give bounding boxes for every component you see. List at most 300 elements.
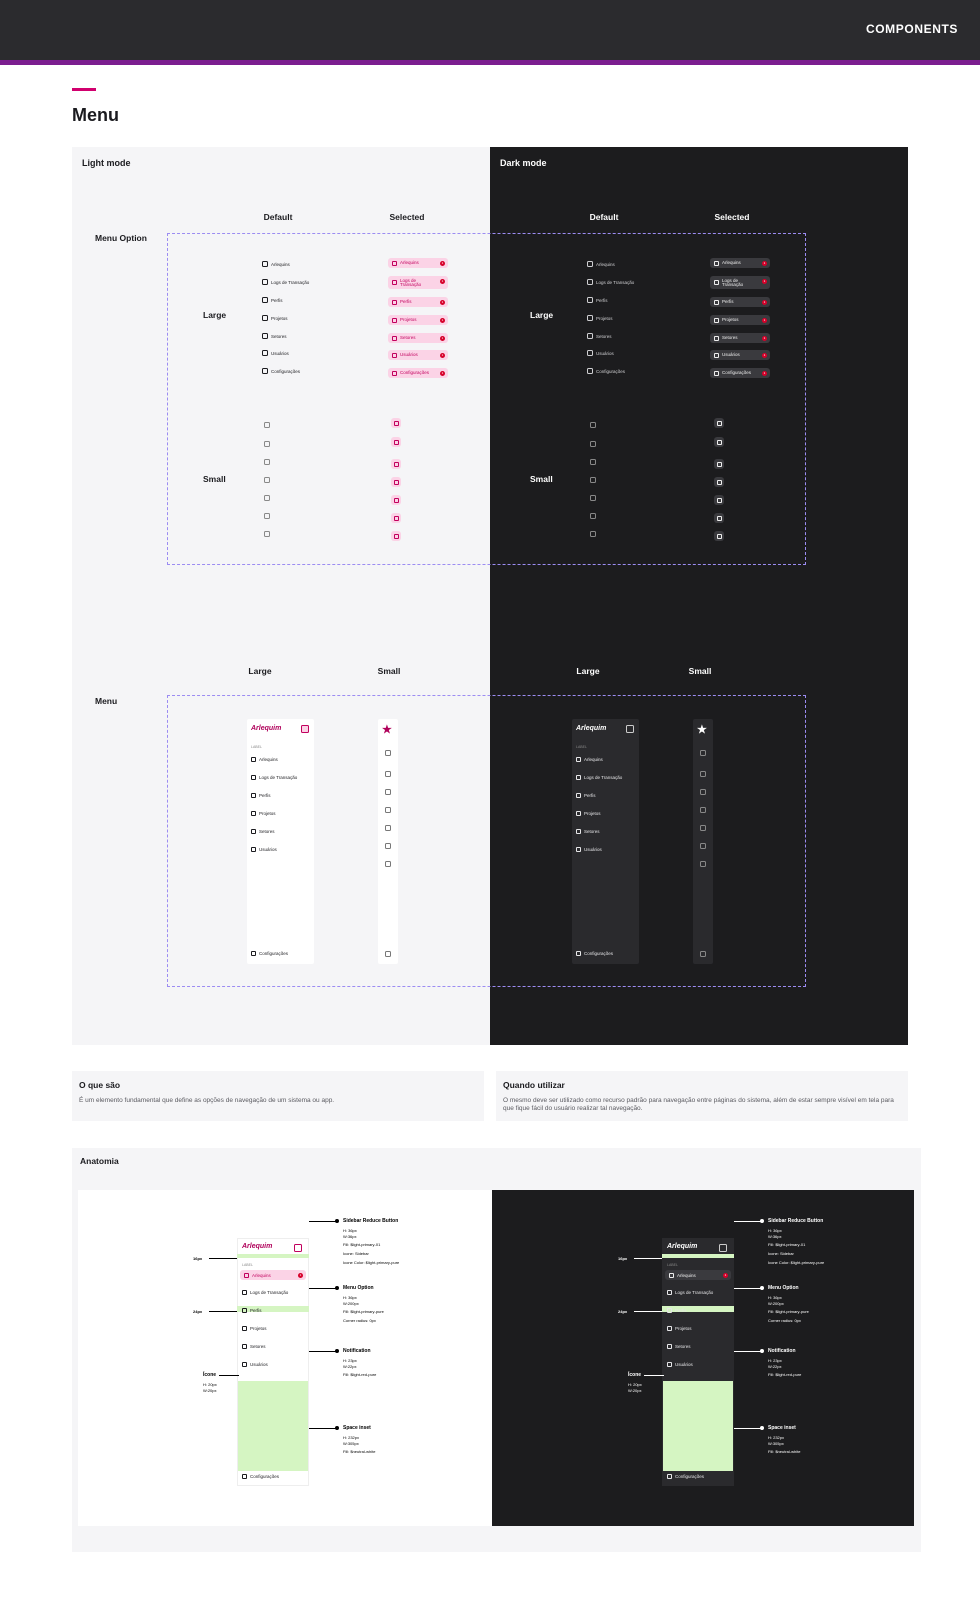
menu-option-small-default-icon[interactable] — [590, 513, 596, 519]
spacing-24-line — [634, 1311, 662, 1312]
sidebar-item-icon[interactable] — [700, 807, 706, 813]
notification-badge: 1 — [441, 260, 444, 265]
spacing-24-line — [209, 1311, 237, 1312]
icone-line — [219, 1375, 239, 1376]
sidebar-item-label: Logs de Transação — [259, 775, 298, 780]
notification-badge: 1 — [441, 335, 444, 340]
spacing-16-line — [634, 1258, 662, 1259]
menu-item-icon — [717, 440, 722, 445]
menu-option-small-selected[interactable] — [391, 513, 401, 523]
sidebar-item-icon[interactable] — [700, 789, 706, 795]
sidebar-item-icon[interactable] — [385, 825, 391, 831]
space-inset-highlight — [663, 1381, 733, 1471]
sidebar-footer-item[interactable] — [576, 951, 613, 956]
menu-option-selected-light[interactable] — [388, 297, 448, 307]
menu-option-small-selected[interactable] — [714, 495, 724, 505]
col-default-dark: Default — [589, 212, 619, 222]
menu-item-icon — [392, 318, 397, 323]
menu-item-icon — [717, 534, 722, 539]
sidebar-item[interactable] — [251, 847, 277, 852]
menu-option-label: Perfis — [400, 299, 412, 304]
menu-item-icon — [242, 1326, 247, 1331]
menu-option-spec: Corner radius: 0px — [768, 1318, 801, 1323]
menu-option-label: Configurações — [722, 370, 752, 375]
menu-item-icon — [242, 1362, 247, 1367]
menu-item-icon — [392, 261, 397, 266]
sidebar-item[interactable] — [576, 847, 602, 852]
menu-item-icon — [714, 300, 719, 305]
sidebar-item[interactable] — [667, 1326, 692, 1331]
menu-item-icon — [714, 353, 719, 358]
notification-badge: 1 — [763, 278, 766, 283]
menu-option-label: Projetos — [271, 315, 288, 321]
menu-option-selected-dark[interactable] — [710, 315, 770, 325]
menu-option-default-light[interactable] — [262, 315, 288, 321]
sidebar-item-label: Setores — [584, 829, 600, 834]
sidebar-logo: Arlequim — [667, 1243, 698, 1250]
anatomy-title: Anatomia — [80, 1156, 119, 1166]
sidebar-item[interactable] — [242, 1362, 268, 1367]
sidebar-reduce-title: Sidebar Reduce Button — [343, 1218, 399, 1224]
menu-item-icon — [242, 1344, 247, 1349]
menu-item-icon — [262, 261, 268, 267]
notification-line — [309, 1351, 337, 1352]
gear-icon[interactable] — [385, 951, 391, 957]
notification-spec: H: 23px W:22px — [768, 1358, 782, 1369]
sidebar-item-label: Perfis — [675, 1308, 687, 1313]
menu-option-label: Usuários — [722, 352, 740, 357]
menu-option-label: Arlequins — [677, 1272, 696, 1278]
sidebar-item[interactable] — [251, 757, 278, 762]
sidebar-section-label: LABEL — [576, 745, 587, 749]
space-inset-spec: Fill: $neutral-white — [768, 1449, 801, 1454]
menu-option-default-light[interactable] — [262, 279, 309, 285]
sidebar-item[interactable] — [667, 1362, 693, 1367]
menu-option-selected-light[interactable] — [388, 368, 448, 378]
sidebar-item-label: Usuários — [584, 847, 602, 852]
menu-item-icon — [714, 318, 719, 323]
menu-option-selected-dark[interactable] — [710, 258, 770, 268]
sidebar-item[interactable] — [667, 1344, 691, 1349]
menu-option-label: Perfis — [271, 297, 283, 303]
menu-option-default-dark[interactable] — [587, 261, 615, 267]
sidebar-section-label: LABEL — [251, 745, 262, 749]
menu-option[interactable] — [665, 1270, 731, 1280]
menu-option-title: Menu Option — [343, 1285, 374, 1291]
sidebar-item[interactable] — [251, 829, 275, 834]
menu-item-icon — [667, 1290, 672, 1295]
menu-item-icon — [392, 300, 397, 305]
menu-option-small-default-icon[interactable] — [264, 441, 270, 447]
sidebar-item-label: Projetos — [675, 1326, 692, 1331]
sidebar-item-label: Usuários — [250, 1362, 268, 1367]
spacing-24-label: 24px — [193, 1309, 203, 1314]
menu-item-icon — [714, 336, 719, 341]
menu-option-default-dark[interactable] — [587, 368, 625, 374]
sidebar-footer-item[interactable] — [251, 951, 288, 956]
sidebar-footer-item[interactable] — [667, 1474, 704, 1479]
spacing-16-label: 16px — [193, 1256, 203, 1261]
sidebar-reduce-spec: Icone: Sidebar — [343, 1251, 369, 1256]
notification-badge: 1 — [763, 299, 766, 304]
sidebar-item-icon[interactable] — [385, 861, 391, 867]
menu-option-small-default-icon[interactable] — [264, 495, 270, 501]
menu-option-small-default-icon[interactable] — [590, 495, 596, 501]
menu-option-label: Logs de Transação — [596, 279, 635, 285]
menu-item-icon — [394, 480, 399, 485]
spacing-16-highlight — [662, 1254, 734, 1258]
space-inset-spec: H: 232px W:305px — [768, 1435, 785, 1446]
sidebar-item-label: Logs de Transação — [675, 1290, 714, 1295]
sidebar-item-label: Setores — [259, 829, 275, 834]
sidebar-item[interactable] — [242, 1344, 266, 1349]
space-inset-highlight — [238, 1381, 308, 1471]
menu-option-selected-dark[interactable] — [710, 276, 770, 289]
logo-icon: ★ — [697, 724, 707, 736]
gear-icon[interactable] — [700, 951, 706, 957]
sidebar-reduce-title: Sidebar Reduce Button — [768, 1218, 824, 1224]
menu-item-icon — [667, 1344, 672, 1349]
icone-dims: H: 20px W:20px — [203, 1382, 217, 1393]
menu-item-icon — [394, 462, 399, 467]
sidebar-item-label: Setores — [675, 1344, 691, 1349]
menu-option-small-default-icon[interactable] — [590, 459, 596, 465]
menu-item-icon — [669, 1273, 674, 1278]
space-inset-title: Space inset — [343, 1425, 371, 1431]
title-accent-line — [72, 88, 96, 91]
col-selected-light: Selected — [389, 212, 425, 222]
sidebar-item[interactable] — [576, 757, 603, 762]
menu-option-line — [309, 1288, 337, 1289]
spacing-24-label: 24px — [618, 1309, 628, 1314]
menu-item-icon — [262, 297, 268, 303]
gear-icon — [576, 951, 581, 956]
menu-option-selected-light[interactable] — [388, 276, 448, 289]
notification-badge: 1 — [441, 317, 444, 322]
spacing-16-highlight — [237, 1254, 309, 1258]
menu-option-label: Projetos — [400, 317, 417, 322]
menu-option-small-selected[interactable] — [391, 459, 401, 469]
menu-item-icon — [251, 757, 256, 762]
menu-item-icon — [667, 1326, 672, 1331]
menu-option-default-light[interactable] — [262, 261, 290, 267]
menu-option-small-selected[interactable] — [714, 531, 724, 541]
menu-option-spec: H: 36px W:200px — [768, 1295, 784, 1306]
menu-option-default-dark[interactable] — [587, 333, 612, 339]
col-small-light: Small — [377, 666, 401, 676]
menu-item-icon — [587, 297, 593, 303]
sidebar-item-label: Perfis — [259, 793, 271, 798]
notification-badge: 1 — [763, 352, 766, 357]
spacing-16-label: 16px — [618, 1256, 628, 1261]
menu-item-icon — [587, 279, 593, 285]
menu-option-label: Arlequins — [252, 1272, 271, 1278]
menu-option-default-light[interactable] — [262, 368, 300, 374]
menu-option-label: Setores — [722, 335, 738, 340]
menu-item-icon — [394, 516, 399, 521]
menu-option-label: Setores — [596, 333, 612, 339]
menu-option-selected-dark[interactable] — [710, 333, 770, 343]
sidebar-item-label: Usuários — [259, 847, 277, 852]
sidebar-reduce-button[interactable] — [700, 750, 706, 756]
menu-option-spec: Corner radius: 0px — [343, 1318, 376, 1323]
menu-item-icon — [576, 847, 581, 852]
menu-option-default-dark[interactable] — [587, 297, 608, 303]
sidebar-item-label: Projetos — [259, 811, 276, 816]
sidebar-item[interactable] — [251, 793, 271, 798]
sidebar-item[interactable] — [242, 1308, 262, 1313]
menu-item-icon — [262, 279, 268, 285]
sidebar-item-label: Perfis — [250, 1308, 262, 1313]
menu-option-label: Logs de Transação — [271, 279, 310, 285]
what-title: O que são — [79, 1080, 121, 1090]
menu-item-icon — [251, 811, 256, 816]
menu-item-icon — [717, 516, 722, 521]
sidebar-logo: Arlequim — [242, 1243, 273, 1250]
sidebar-footer-item[interactable] — [242, 1474, 279, 1479]
sidebar-reduce-line — [309, 1221, 337, 1222]
menu-option-label: Configurações — [271, 368, 301, 374]
menu-option-default-light[interactable] — [262, 333, 287, 339]
notification-badge: 1 — [763, 370, 766, 375]
row-small-light: Small — [203, 474, 226, 484]
menu-item-icon — [714, 261, 719, 266]
top-header — [0, 0, 980, 60]
menu-option-small-selected[interactable] — [714, 459, 724, 469]
space-inset-spec: Fill: $neutral-white — [343, 1449, 376, 1454]
menu-option-selected-dark[interactable] — [710, 350, 770, 360]
menu-option-default-light[interactable] — [262, 297, 283, 303]
sidebar-reduce-spec: Fill: $light-primary-01 — [768, 1242, 806, 1247]
menu-option-small-selected[interactable] — [391, 495, 401, 505]
sidebar-item[interactable] — [576, 811, 601, 816]
menu-option-label: Perfis — [722, 299, 734, 304]
sidebar-reduce-line — [734, 1221, 762, 1222]
sidebar-large — [247, 719, 314, 964]
sidebar-item[interactable] — [242, 1326, 267, 1331]
menu-option-small-default-icon[interactable] — [590, 422, 596, 428]
sidebar-item[interactable] — [251, 775, 297, 780]
notification-badge: 1 — [724, 1272, 727, 1277]
menu-option-default-dark[interactable] — [587, 315, 613, 321]
menu-option-spec: Fill: $light-primary-pure — [343, 1309, 384, 1314]
menu-item-icon — [394, 421, 399, 426]
menu-item-icon — [717, 480, 722, 485]
menu-option-label: Setores — [400, 335, 416, 340]
sidebar-logo: Arlequim — [576, 725, 607, 732]
menu-option-small-selected[interactable] — [714, 477, 724, 487]
menu-option-selected-light[interactable] — [388, 350, 448, 360]
menu-option-small-default-icon[interactable] — [590, 441, 596, 447]
sidebar-reduce-button[interactable] — [626, 725, 634, 733]
menu-item-icon — [717, 421, 722, 426]
menu-option-label: Projetos — [596, 315, 613, 321]
sidebar-item[interactable] — [667, 1290, 713, 1295]
menu-option-small-default-icon[interactable] — [264, 513, 270, 519]
menu-item-icon — [392, 353, 397, 358]
menu-option[interactable] — [240, 1270, 306, 1280]
logo-icon: ★ — [382, 724, 392, 736]
menu-item-icon — [262, 315, 268, 321]
light-mode-label: Light mode — [82, 158, 131, 168]
sidebar-item-icon[interactable] — [700, 861, 706, 867]
menu-item-icon — [251, 829, 256, 834]
menu-item-icon — [576, 793, 581, 798]
menu-item-icon — [251, 847, 256, 852]
notification-badge: 1 — [763, 335, 766, 340]
menu-item-icon — [587, 315, 593, 321]
sidebar-item-label: Projetos — [584, 811, 601, 816]
space-inset-title: Space inset — [768, 1425, 796, 1431]
menu-item-icon — [242, 1308, 247, 1313]
menu-option-spec: H: 36px W:200px — [343, 1295, 359, 1306]
sidebar-item-label: Perfis — [584, 793, 596, 798]
sidebar-item-icon[interactable] — [385, 771, 391, 777]
dark-mode-label: Dark mode — [500, 158, 547, 168]
menu-item-icon — [392, 371, 397, 376]
notification-spec: H: 23px W:22px — [343, 1358, 357, 1369]
notification-badge: 1 — [763, 317, 766, 322]
notification-badge: 1 — [763, 260, 766, 265]
sidebar-reduce-spec: Icone Color: $light-primary-pure — [343, 1260, 400, 1265]
what-card — [72, 1071, 484, 1121]
menu-option-small-selected[interactable] — [391, 531, 401, 541]
menu-item-icon — [714, 371, 719, 376]
space-inset-line — [309, 1428, 337, 1429]
menu-item-icon — [392, 336, 397, 341]
menu-option-small-selected[interactable] — [391, 477, 401, 487]
sidebar-item-icon[interactable] — [385, 807, 391, 813]
row-large-dark: Large — [530, 310, 554, 320]
when-title: Quando utilizar — [503, 1080, 565, 1090]
sidebar-item[interactable] — [576, 793, 596, 798]
notification-badge: 1 — [299, 1272, 302, 1277]
menu-option-default-dark[interactable] — [587, 279, 634, 285]
row-small-dark: Small — [530, 474, 553, 484]
sidebar-item[interactable] — [576, 829, 600, 834]
menu-option-small-default-icon[interactable] — [590, 531, 596, 537]
sidebar-logo: Arlequim — [251, 725, 282, 732]
menu-option-line — [734, 1288, 762, 1289]
sidebar-item-label: Logs de Transação — [584, 775, 623, 780]
menu-option-small-default-icon[interactable] — [264, 531, 270, 537]
sidebar-item-icon[interactable] — [700, 843, 706, 849]
header-title: COMPONENTS — [865, 22, 958, 36]
menu-item-icon — [262, 368, 268, 374]
icone-line — [644, 1375, 664, 1376]
sidebar-footer-label: Configurações — [250, 1474, 280, 1479]
menu-option-selected-dark[interactable] — [710, 368, 770, 378]
col-selected-dark: Selected — [714, 212, 750, 222]
menu-option-title: Menu Option — [768, 1285, 799, 1291]
menu-option-small-selected[interactable] — [714, 513, 724, 523]
row-menu: Menu — [95, 696, 118, 706]
menu-option-small-selected[interactable] — [391, 437, 401, 447]
what-text: É um elemento fundamental que define as opções de navegação de um sistema ou app. — [79, 1097, 335, 1104]
sidebar-item-icon[interactable] — [385, 789, 391, 795]
menu-option-small-selected[interactable] — [391, 418, 401, 428]
sidebar-reduce-button[interactable] — [385, 750, 391, 756]
sidebar-item-icon[interactable] — [700, 825, 706, 831]
spacing-16-line — [209, 1258, 237, 1259]
row-menu-option: Menu Option — [95, 233, 147, 243]
menu-item-icon — [262, 333, 268, 339]
menu-option-label: Logs de Transação — [400, 277, 422, 287]
menu-option-small-default-icon[interactable] — [590, 477, 596, 483]
when-text: O mesmo deve ser utilizado como recurso padrão para navegação entre páginas do sistema, além de estar sempre visível em tela para que fique fácil do usuário realizar tal navegação. — [503, 1097, 894, 1112]
notification-badge: 1 — [441, 278, 444, 283]
menu-option-small-default-icon[interactable] — [264, 459, 270, 465]
menu-option-label: Usuários — [400, 352, 418, 357]
menu-item-icon — [587, 333, 593, 339]
menu-option-selected-light[interactable] — [388, 258, 448, 268]
menu-option-small-selected[interactable] — [714, 418, 724, 428]
menu-item-icon — [251, 793, 256, 798]
menu-option-selected-light[interactable] — [388, 333, 448, 343]
sidebar-item-icon[interactable] — [700, 771, 706, 777]
space-inset-line — [734, 1428, 762, 1429]
menu-option-selected-dark[interactable] — [710, 297, 770, 307]
menu-option-default-light[interactable] — [262, 350, 289, 356]
sidebar-item-label: Logs de Transação — [250, 1290, 289, 1295]
sidebar-item[interactable] — [667, 1308, 687, 1313]
icone-dims: H: 20px W:20px — [628, 1382, 642, 1393]
menu-item-icon — [576, 829, 581, 834]
sidebar-reduce-button[interactable] — [719, 1244, 727, 1252]
sidebar-reduce-spec: H: 36px W:36px — [343, 1228, 357, 1239]
sidebar-footer-label: Configurações — [259, 951, 289, 956]
menu-option-spec: Fill: $light-primary-pure — [768, 1309, 809, 1314]
menu-item-icon — [392, 280, 397, 285]
sidebar-item[interactable] — [576, 775, 622, 780]
menu-option-label: Usuários — [271, 350, 289, 356]
sidebar-footer-label: Configurações — [675, 1474, 705, 1479]
sidebar-item-icon[interactable] — [385, 843, 391, 849]
menu-item-icon — [587, 368, 593, 374]
menu-item-icon — [587, 350, 593, 356]
space-inset-spec: H: 232px W:305px — [343, 1435, 360, 1446]
notification-badge: 1 — [441, 370, 444, 375]
menu-option-small-selected[interactable] — [714, 437, 724, 447]
menu-option-small-default-icon[interactable] — [264, 422, 270, 428]
notification-line — [734, 1351, 762, 1352]
menu-option-label: Perfis — [596, 297, 608, 303]
menu-option-label: Arlequins — [596, 261, 615, 267]
menu-option-label: Configurações — [596, 368, 626, 374]
menu-option-label: Arlequins — [400, 260, 419, 265]
menu-option-label: Logs de Transação — [722, 277, 744, 287]
sidebar-reduce-spec: H: 36px W:36px — [768, 1228, 782, 1239]
sidebar-item-label: Arlequins — [584, 757, 603, 762]
when-card — [496, 1071, 908, 1121]
menu-option-label: Configurações — [400, 370, 430, 375]
sidebar-item-label: Setores — [250, 1344, 266, 1349]
sidebar-reduce-spec: Icone: Sidebar — [768, 1251, 794, 1256]
sidebar-reduce-button[interactable] — [301, 725, 309, 733]
notification-badge: 1 — [441, 352, 444, 357]
menu-option-default-dark[interactable] — [587, 350, 614, 356]
sidebar-item[interactable] — [251, 811, 276, 816]
menu-item-icon — [717, 498, 722, 503]
col-default-light: Default — [263, 212, 293, 222]
menu-option-small-default-icon[interactable] — [264, 477, 270, 483]
sidebar-section-label: LABEL — [242, 1263, 253, 1267]
menu-option-label: Usuários — [596, 350, 614, 356]
menu-option-label: Setores — [271, 333, 287, 339]
sidebar-reduce-button[interactable] — [294, 1244, 302, 1252]
sidebar-item[interactable] — [242, 1290, 288, 1295]
menu-option-selected-light[interactable] — [388, 315, 448, 325]
